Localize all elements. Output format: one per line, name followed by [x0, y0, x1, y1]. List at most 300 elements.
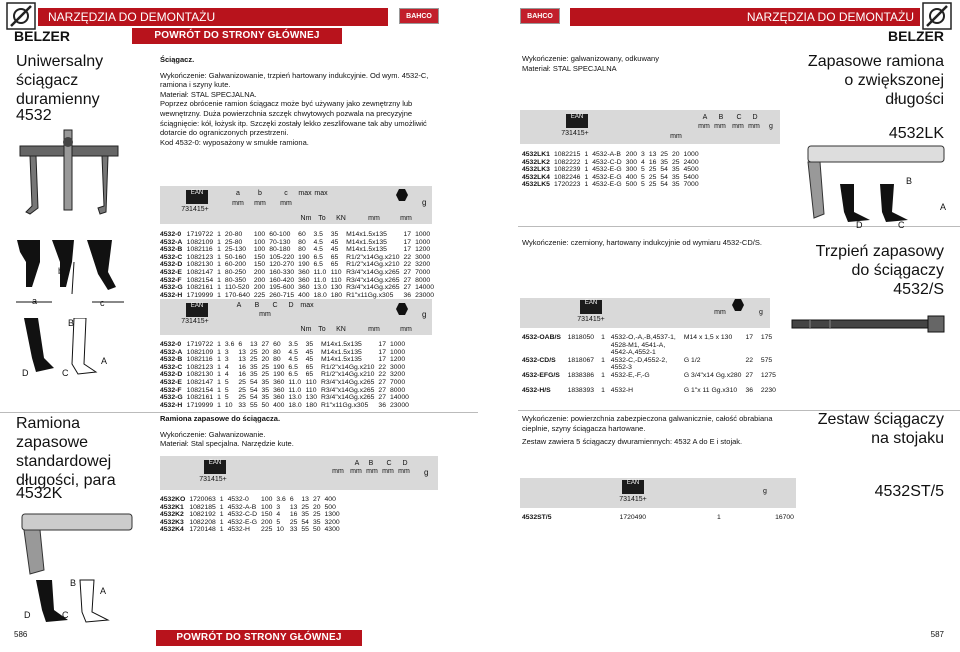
table-row [520, 151, 701, 159]
dim-label: A [940, 202, 947, 212]
table-cell: 1082147 [186, 378, 214, 386]
table-cell: 11.0 [313, 268, 327, 276]
section-code-4532K: 4532K [16, 485, 63, 502]
col-unit: KN [336, 215, 346, 222]
col-unit: mm [366, 468, 378, 475]
table-cell: 35 [261, 378, 270, 386]
hexagon-wrench-icon [396, 188, 408, 200]
table-cell: 195-600 [269, 284, 295, 292]
col-unit: mm [748, 123, 760, 130]
table-cell: 20 [671, 151, 680, 158]
table-row [158, 511, 342, 519]
table-cell: 5400 [683, 173, 699, 181]
table-cell: 1 [219, 503, 224, 511]
section-code-4532: 4532 [16, 107, 52, 124]
table-cell: 7000 [683, 181, 699, 189]
table-cell: 18.0 [288, 401, 302, 409]
table-cell: 200 [261, 518, 273, 526]
back-to-home-button-top[interactable]: POWRÓT DO STRONY GŁÓWNEJ [132, 28, 342, 44]
table-cell: 35 [261, 394, 270, 402]
table-cell: 20-80 [224, 231, 243, 238]
table-cell: 4532-OAB/S [522, 334, 561, 341]
dim-label: c [100, 298, 105, 308]
table-cell: R3/4"x14Gg.x265 [320, 394, 375, 402]
table-row [158, 277, 436, 285]
table-cell: 60 [298, 231, 306, 238]
table-cell: 4532LK1 [522, 151, 550, 158]
table-cell: 36 [745, 386, 753, 394]
table-cell: 54 [249, 394, 258, 402]
table-cell: 3200 [389, 371, 406, 379]
table-cell: 2400 [683, 158, 699, 166]
table-cell: 1200 [415, 246, 431, 254]
table-cell: 200 [625, 151, 638, 158]
table-cell: 4532-A [160, 238, 183, 246]
table-cell: 1720223 [553, 181, 581, 189]
table-cell: 33 [238, 401, 246, 409]
table-cell: R1"x11Gg.x305 [320, 401, 369, 409]
table-cell: 1 [219, 526, 224, 534]
col-unit: mm [670, 133, 682, 140]
table-cell: 200 [253, 268, 266, 276]
table-cell: 1 [219, 518, 224, 526]
col-unit: mm [368, 215, 380, 222]
col-header: b [258, 190, 262, 197]
col-unit: mm [382, 468, 394, 475]
dim-label: C [62, 368, 69, 378]
spindle-illustration [790, 314, 946, 334]
table-cell: 1720148 [189, 526, 216, 534]
table-cell: 500 [324, 503, 336, 511]
table-cell: 110 [305, 378, 317, 386]
table-cell: 1200 [389, 356, 406, 364]
table-cell: 1082123 [186, 363, 214, 371]
gear-wrench-icon [922, 2, 952, 30]
table-cell: 45 [305, 348, 314, 356]
table-cell: 1300 [324, 511, 340, 519]
table-cell: 110-520 [224, 284, 250, 292]
table-cell: 25 [648, 181, 657, 189]
table-cell: 1000 [389, 348, 406, 356]
desc-line: Kod 4532-0: wyposażony w smukłe ramiona. [160, 137, 309, 147]
table-cell: 80 [298, 238, 306, 246]
table-cell: 190 [298, 261, 310, 269]
table-cell: 1 [217, 341, 221, 348]
table-cell: 4532-C,-D,4552-2, 4552-3 [610, 356, 668, 372]
col-header: C [272, 302, 278, 309]
col-header: D [402, 460, 408, 467]
table-cell: 225 [261, 526, 273, 534]
table-cell: 400 [273, 401, 285, 409]
desc-line: Materiał: Stal specjalna. Narzędzie kute. [160, 439, 294, 449]
table-cell: 25 [312, 511, 321, 519]
section-code-4532ST5: 4532ST/5 [874, 483, 944, 500]
table-cell: 1719999 [186, 291, 214, 299]
header-title-left: NARZĘDZIA DO DEMONTAŻU [48, 10, 216, 24]
table-cell: 50 [312, 526, 321, 534]
table-cell: 130 [305, 394, 317, 402]
table-cell: 22 [745, 356, 753, 364]
jaw-diagram [12, 232, 132, 310]
table-row [520, 514, 796, 522]
table-row [520, 357, 778, 372]
table-row [158, 261, 436, 269]
table-cell: 1 [584, 173, 589, 181]
table-cell: 1000 [683, 151, 699, 158]
table-cell: 25 [249, 348, 258, 356]
table-cell: 4532LK2 [522, 158, 550, 166]
table-cell: 4300 [324, 526, 340, 534]
table-cell: 4532-E,-F,-G [610, 371, 650, 379]
weight-icon: g [424, 468, 429, 477]
table-cell: 80-250 [224, 268, 247, 276]
ean-barcode-icon: EAN [622, 480, 644, 494]
table-cell: 4532KO [160, 496, 186, 503]
table-cell: 22 [403, 261, 412, 269]
desc-line: Poprzez obrócenie ramion ściągacz może być używany jako zewnętrzny lub wewnętrzny. Duża powierzchnia szczęk chwytowych pozwala na precyzyjne ściągnięcie: kół, łożysk itp. Szczęki zostały lekko zeszlifowane tak aby umożliwić dotarcie do ograniczonych przestrzeni. [160, 99, 427, 138]
table-cell: 190 [273, 363, 285, 371]
dim-label: A [100, 586, 107, 596]
dim-label: B [68, 318, 75, 328]
table-cell: 22 [378, 363, 386, 371]
table-cell: 50 [261, 401, 270, 409]
table-cell: 54 [249, 378, 258, 386]
table-cell: 25 [238, 386, 246, 394]
table-cell: 4532-H/S [522, 386, 551, 394]
table-cell: 60-100 [269, 231, 291, 238]
table-row [158, 349, 411, 357]
table-cell: 17 [378, 348, 386, 356]
table-cell: 1082192 [189, 511, 216, 519]
table-cell: M14x1.5x135 [346, 238, 387, 246]
table-cell: M14x1.5x135 [346, 231, 387, 238]
col-header: max [300, 302, 314, 309]
table-row [520, 181, 701, 189]
table-row [158, 504, 342, 512]
table-cell: 4532-G [160, 284, 183, 292]
table-cell: 14000 [389, 394, 409, 402]
table-cell: 1 [217, 261, 221, 269]
table-cell: R1/2"x14Gg.x210 [320, 363, 375, 371]
table-cell: 180 [305, 401, 317, 409]
table-cell: 65 [305, 363, 314, 371]
page-number-left: 586 [14, 630, 28, 639]
table-row [158, 402, 411, 410]
table-row [158, 269, 436, 277]
desc-line: Zestaw zawiera 5 ściągaczy dwuramiennych: 4532 A do E i stojak. [522, 437, 743, 447]
table-row [158, 387, 411, 395]
col-unit: mm [398, 468, 410, 475]
table-cell: 80-350 [224, 276, 247, 284]
table-cell: 200 [253, 284, 266, 292]
table-cell: 130 [330, 284, 343, 292]
table-cell: 20 [312, 503, 321, 511]
table-cell: 54 [660, 173, 668, 181]
table-cell: 1 [217, 231, 221, 238]
table-cell: 13 [238, 348, 246, 356]
table-cell: 45 [330, 238, 339, 246]
table-cell: 4532-0 [160, 341, 182, 348]
table-row [158, 231, 436, 239]
table-cell: 180 [330, 291, 343, 299]
col-unit: mm [368, 326, 380, 333]
table-cell: 3.6 [276, 496, 286, 503]
table-cell: 4532-E-G [592, 173, 622, 181]
col-unit: mm [350, 468, 362, 475]
table-4532-a [158, 231, 436, 299]
table-cell: 35 [261, 386, 270, 394]
description-4532S: Wykończenie: czerniony, hartowany indukcyjnie od wymiaru 4532-CD/S. [522, 238, 762, 247]
page-number-right: 587 [930, 630, 944, 639]
table-cell: 27 [403, 268, 412, 276]
table-cell: 1 [217, 246, 221, 254]
dim-label: C [62, 610, 69, 620]
table-cell: 4532-B [160, 246, 183, 254]
ean-barcode-icon: EAN [566, 114, 588, 128]
table-cell: 16 [238, 371, 246, 379]
table-cell: 1275 [760, 371, 776, 379]
table-cell: 20 [261, 356, 270, 364]
ean-prefix: 731415+ [619, 496, 647, 503]
table-cell: 110 [305, 386, 317, 394]
table-cell: 1082123 [186, 253, 214, 261]
table-cell: 1 [217, 284, 221, 292]
section-title-4532LK: Zapasowe ramiona o zwiększonej długości [807, 53, 944, 108]
col-unit: Nm [300, 215, 312, 222]
table-cell: 1720490 [619, 514, 647, 521]
table-cell: 1082147 [186, 268, 214, 276]
brand-right: BELZER [888, 28, 944, 44]
table-cell: R1/2"x14Gg.x210 [346, 261, 400, 269]
table-cell: 1082116 [186, 246, 213, 254]
col-header: C [736, 114, 742, 121]
dim-label: D [856, 220, 863, 230]
col-header: c [284, 190, 288, 197]
table-cell: 360 [298, 284, 310, 292]
table-cell: G 1"x 11 Gg.x310 [683, 386, 738, 394]
table-cell: 65 [330, 261, 339, 269]
table-cell: 11.0 [313, 276, 327, 284]
desc-line: Materiał: STAL SPECJALNA. [160, 89, 257, 99]
section-code-4532LK: 4532LK [888, 125, 944, 142]
table-cell: 35 [249, 363, 258, 371]
bahco-logo-text: BAHCO [527, 13, 553, 20]
col-unit: mm [332, 468, 344, 475]
table-cell: 25 [671, 158, 680, 166]
table-cell: 1082222 [553, 158, 581, 166]
table-cell: 6.5 [313, 261, 323, 269]
table-cell: 6 [289, 496, 294, 503]
table-cell: 6.5 [313, 253, 323, 261]
table-cell: 13 [289, 503, 298, 511]
table-cell: 1 [716, 514, 721, 521]
section-title-4532ST5: Zestaw ściągaczy na stojaku [817, 411, 944, 447]
table-cell: 27 [403, 284, 412, 292]
table-cell: 35 [671, 173, 680, 181]
table-cell: 25-130 [224, 246, 247, 254]
table-cell: 27 [312, 496, 321, 503]
table-cell: 360 [273, 394, 285, 402]
table-cell: 1 [217, 253, 221, 261]
table-cell: 3.5 [313, 231, 323, 238]
hexagon-wrench-icon [732, 298, 744, 310]
desc-line: Wykończenie: powierzchnia zabezpieczona galwanicznie, całość obrabiana cieplnie, szyny ściągacza hartowane. [522, 414, 773, 433]
desc-line: Materiał: STAL SPECJALNA [522, 63, 617, 73]
col-unit: mm [714, 123, 726, 130]
section-title-4532 [16, 52, 131, 109]
table-cell: 1000 [415, 238, 431, 246]
table-cell: 80-180 [269, 246, 291, 254]
ean-prefix: 731415+ [181, 206, 209, 213]
table-cell: 4.5 [288, 356, 298, 364]
table-header-band [520, 478, 796, 508]
col-unit: mm [254, 200, 266, 207]
table-cell: 1 [601, 334, 605, 341]
table-cell: 11.0 [288, 378, 302, 386]
table-row [158, 394, 411, 402]
table-cell: 65 [305, 371, 314, 379]
table-cell: 200 [253, 276, 266, 284]
table-cell: 1082130 [186, 261, 214, 269]
table-cell: 4532-D [160, 371, 183, 379]
table-cell: 3.5 [288, 341, 298, 348]
col-header: B [254, 302, 260, 309]
table-cell: 18.0 [313, 291, 327, 299]
table-cell: 4.5 [313, 246, 323, 254]
ean-prefix: 731415+ [199, 476, 227, 483]
table-cell: 170-640 [224, 291, 250, 299]
table-cell: 1 [601, 371, 605, 379]
table-cell: 4532-E [160, 268, 182, 276]
ean-prefix: 731415+ [181, 318, 209, 325]
table-cell: 3 [224, 348, 229, 356]
table-row [158, 496, 342, 504]
table-cell: 400 [324, 496, 336, 503]
header-bar-left [38, 8, 388, 26]
table-cell: 360 [273, 378, 285, 386]
table-cell: 13 [238, 356, 246, 364]
table-4532K [158, 496, 342, 534]
header-bar-right [570, 8, 920, 26]
long-arm-illustration [800, 140, 950, 228]
table-cell: 27 [378, 378, 386, 386]
table-cell: 55 [249, 401, 258, 409]
table-cell: 2230 [760, 386, 776, 394]
table-cell: 120-270 [269, 261, 295, 269]
table-cell: 80 [298, 246, 306, 254]
table-cell: 110 [330, 268, 342, 276]
gear-wrench-icon [6, 2, 36, 30]
table-cell: 1838393 [567, 386, 595, 394]
table-cell: 10 [276, 526, 284, 534]
table-4532S [520, 334, 778, 402]
table-cell: 1 [217, 371, 221, 379]
table-cell: 6 [238, 341, 243, 348]
col-header: A [702, 114, 708, 121]
dim-label: B [70, 578, 77, 588]
table-cell: 65 [330, 253, 339, 261]
table-cell: 100 [261, 503, 273, 511]
table-cell: 25 [289, 518, 298, 526]
table-cell: 175 [760, 334, 773, 341]
table-cell: 1 [601, 386, 605, 394]
col-unit: mm [280, 200, 292, 207]
table-cell: 4 [641, 158, 645, 166]
table-cell: 3200 [415, 261, 431, 269]
table-cell: 3000 [389, 363, 406, 371]
back-to-home-button-bottom[interactable]: POWRÓT DO STRONY GŁÓWNEJ [156, 630, 362, 646]
table-cell: 100 [253, 238, 266, 246]
col-unit: To [318, 215, 326, 222]
table-cell: 5 [641, 173, 645, 181]
table-cell: 1082109 [186, 348, 214, 356]
table-cell: 17 [403, 246, 412, 254]
table-cell: 11.0 [288, 386, 302, 394]
table-row [520, 387, 778, 402]
table-cell: 4532-H [610, 386, 634, 394]
table-row [520, 372, 778, 387]
table-cell: 54 [660, 181, 668, 189]
table-cell: 17 [745, 334, 753, 341]
table-cell: 27 [378, 386, 386, 394]
table-row [520, 159, 701, 167]
table-cell: 4532-E-G [592, 181, 622, 189]
table-cell: 54 [660, 166, 668, 174]
table-cell: 1082215 [553, 151, 581, 158]
table-cell: 1082116 [186, 356, 213, 364]
table-cell: 3 [276, 503, 281, 511]
table-cell: 22 [378, 371, 386, 379]
desc-line: Ściągacz. [160, 55, 195, 64]
ean-prefix: 731415+ [577, 316, 605, 323]
col-unit: KN [336, 326, 346, 333]
table-cell: 110 [330, 276, 342, 284]
table-cell: 150 [261, 511, 273, 519]
table-cell: 4532-O,-A,-B,4537-1, 4528-M1, 4541-A, 4542-A,4552-1 [610, 334, 676, 357]
section-code-4532S: 4532/S [893, 281, 944, 298]
hexagon-wrench-icon [396, 302, 408, 314]
table-cell: 4532-0 [160, 231, 182, 238]
table-cell: 3 [224, 356, 229, 364]
ean-barcode-icon: EAN [580, 300, 602, 314]
table-cell: M14 x 1,5 x 130 [683, 334, 733, 341]
table-cell: 22 [403, 253, 412, 261]
table-cell: 14000 [415, 284, 434, 292]
table-cell: 13 [249, 341, 258, 348]
table-cell: 190 [273, 371, 285, 379]
table-cell: 20 [261, 348, 270, 356]
dim-label: B [906, 176, 913, 186]
table-cell: 45 [305, 356, 314, 364]
table-cell: 5 [276, 518, 281, 526]
desc-line: Ramiona zapasowe do ściągacza. [160, 414, 281, 423]
table-cell: G 1/2 [683, 356, 701, 364]
col-header: D [752, 114, 758, 121]
dim-label: a [32, 296, 38, 306]
col-header: max [314, 190, 328, 197]
header-title-right: NARZĘDZIA DO DEMONTAŻU [746, 10, 914, 24]
table-cell: 1082154 [186, 276, 214, 284]
col-unit: mm [400, 326, 412, 333]
table-cell: 5 [224, 394, 229, 402]
table-cell: 35 [301, 511, 309, 519]
description-4532 [160, 55, 430, 147]
table-row [158, 254, 436, 262]
col-header: B [718, 114, 724, 121]
table-cell: 1082130 [186, 371, 214, 379]
col-unit: mm [714, 309, 726, 316]
table-cell: 1 [217, 276, 221, 284]
